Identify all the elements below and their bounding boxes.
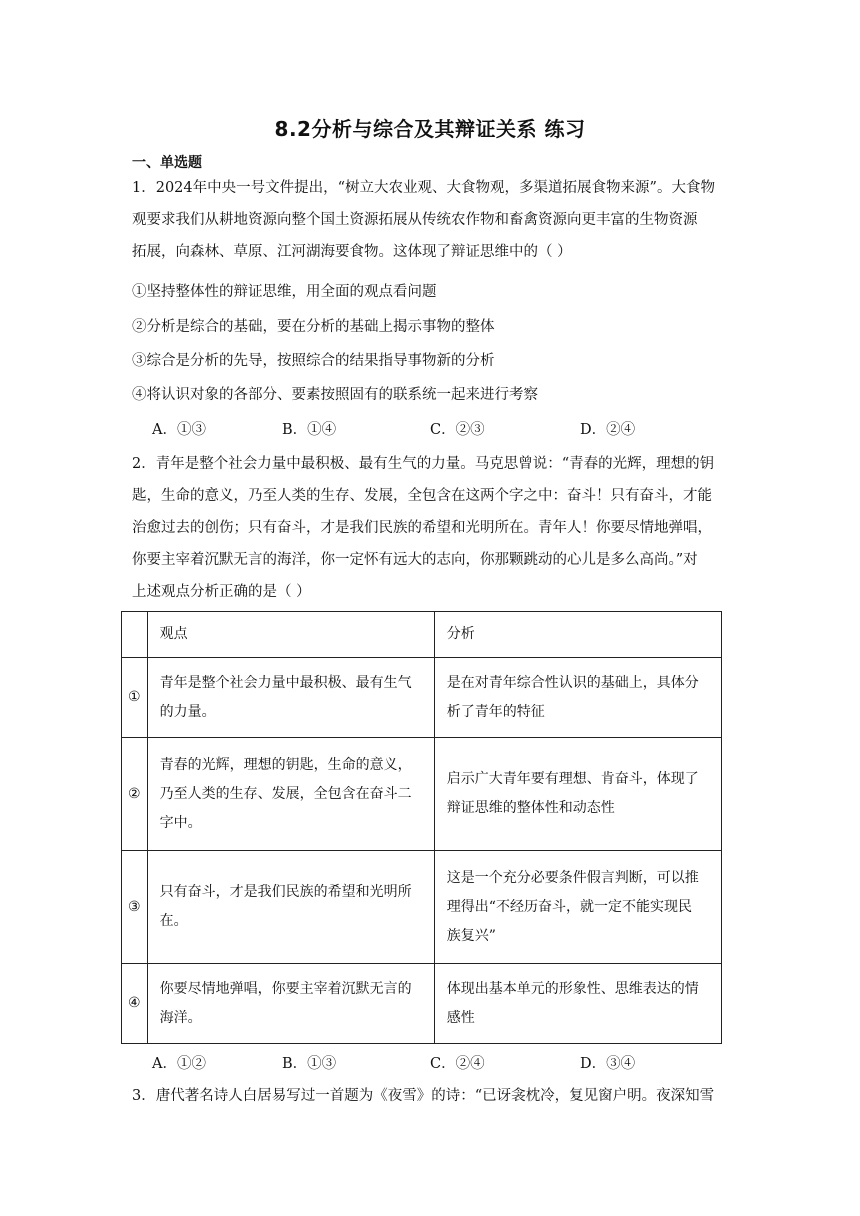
view-line: 在。 — [159, 913, 188, 929]
q2-option-b[interactable]: B．①③ — [282, 1056, 337, 1072]
q1-option-d[interactable]: D．②④ — [580, 422, 636, 438]
row-num: ① — [122, 658, 148, 738]
q1-option-a[interactable]: A．①③ — [152, 422, 206, 438]
analysis-line: 析了青年的特征 — [446, 703, 545, 720]
view-line: 青春的光辉，理想的钥匙，生命的意义， — [159, 756, 412, 773]
row-num: ④ — [122, 964, 148, 1044]
analysis-line: 启示广大青年要有理想、肯奋斗，体现了 — [446, 771, 699, 787]
view-line: 只有奋斗，才是我们民族的希望和光明所 — [159, 884, 412, 900]
analysis-line: 这是一个充分必要条件假言判断，可以推 — [446, 869, 699, 886]
q2-line: 2．青年是整个社会力量中最积极、最有生气的力量。马克思曾说：“青春的光辉，理想的钥 — [132, 456, 715, 472]
analysis-line: 理得出“不经历奋斗，就一定不能实现民 — [446, 898, 692, 915]
analysis-line: 体现出基本单元的形象性、思维表达的情 — [446, 980, 699, 997]
table-header-row — [122, 612, 722, 658]
table-row — [122, 738, 722, 851]
table-row — [122, 851, 722, 964]
page-title: 8.2分析与综合及其辩证关系 练习 — [274, 117, 586, 141]
analysis-line: 辩证思维的整体性和动态性 — [446, 800, 615, 816]
view-line: 青年是整个社会力量中最积极、最有生气 — [159, 674, 412, 691]
row-view — [147, 964, 434, 1044]
question-2-stem — [132, 448, 732, 608]
row-analysis — [434, 738, 721, 851]
question-3-stem — [132, 1080, 732, 1112]
q2-line: 上述观点分析正确的是（ ） — [132, 584, 311, 600]
q2-line: 你要主宰着沉默无言的海洋，你一定怀有远大的志向，你那颗跳动的心儿是多么高尚。”对 — [132, 552, 698, 568]
analysis-line: 是在对青年综合性认识的基础上，具体分 — [446, 674, 699, 691]
q1-option-c[interactable]: C．②③ — [430, 422, 485, 438]
row-num: ② — [122, 738, 148, 851]
header-num-cell — [122, 612, 148, 658]
q1-line: 1．2024年中央一号文件提出，“树立大农业观、大食物观，多渠道拓展食物来源”。大食物 — [132, 180, 715, 196]
analysis-line: 族复兴” — [446, 927, 496, 944]
q1-statement-3: ③综合是分析的先导，按照综合的结果指导事物新的分析 — [132, 353, 495, 369]
q2-option-a[interactable]: A．①② — [152, 1056, 206, 1072]
q1-statement-2: ②分析是综合的基础，要在分析的基础上揭示事物的整体 — [132, 319, 495, 335]
view-line: 海洋。 — [159, 1009, 202, 1026]
q3-line: 3．唐代著名诗人白居易写过一首题为《夜雪》的诗：“已讶衾枕冷，复见窗户明。夜深知雪 — [132, 1088, 715, 1104]
question-1-stem — [132, 172, 732, 268]
q2-option-c[interactable]: C．②④ — [430, 1056, 485, 1072]
q2-option-d[interactable]: D．③④ — [580, 1056, 636, 1072]
q2-line: 治愈过去的创伤；只有奋斗，才是我们民族的希望和光明所在。青年人！你要尽情地弹唱， — [132, 520, 712, 536]
q1-options — [152, 418, 752, 442]
row-num: ③ — [122, 851, 148, 964]
table-row — [122, 658, 722, 738]
row-analysis — [434, 964, 721, 1044]
q1-statement-4: ④将认识对象的各部分、要素按照固有的联系统一起来进行考察 — [132, 387, 538, 403]
section-heading: 一、单选题 — [132, 155, 202, 171]
header-analysis-cell: 分析 — [434, 612, 721, 658]
row-view — [147, 658, 434, 738]
q2-options — [152, 1052, 752, 1076]
row-analysis — [434, 658, 721, 738]
q1-line: 观要求我们从耕地资源向整个国土资源拓展从传统农作物和畜禽资源向更丰富的生物资源 — [132, 212, 698, 228]
header-view-cell: 观点 — [147, 612, 434, 658]
view-line: 你要尽情地弹唱，你要主宰着沉默无言的 — [159, 980, 412, 997]
row-view — [147, 851, 434, 964]
q1-line: 拓展，向森林、草原、江河湖海要食物。这体现了辩证思维中的（ ） — [132, 244, 572, 260]
q2-analysis-table — [121, 611, 722, 1044]
q1-statement-1: ①坚持整体性的辩证思维，用全面的观点看问题 — [132, 284, 437, 300]
q1-option-b[interactable]: B．①④ — [282, 422, 337, 438]
table-row — [122, 964, 722, 1044]
q2-line: 匙，生命的意义，乃至人类的生存、发展，全包含在这两个字之中：奋斗！只有奋斗，才能 — [132, 488, 712, 504]
row-analysis — [434, 851, 721, 964]
analysis-line: 感性 — [446, 1009, 475, 1026]
row-view — [147, 738, 434, 851]
view-line: 字中。 — [159, 814, 202, 831]
view-line: 的力量。 — [159, 703, 216, 720]
view-line: 乃至人类的生存、发展，全包含在奋斗二 — [159, 785, 412, 802]
